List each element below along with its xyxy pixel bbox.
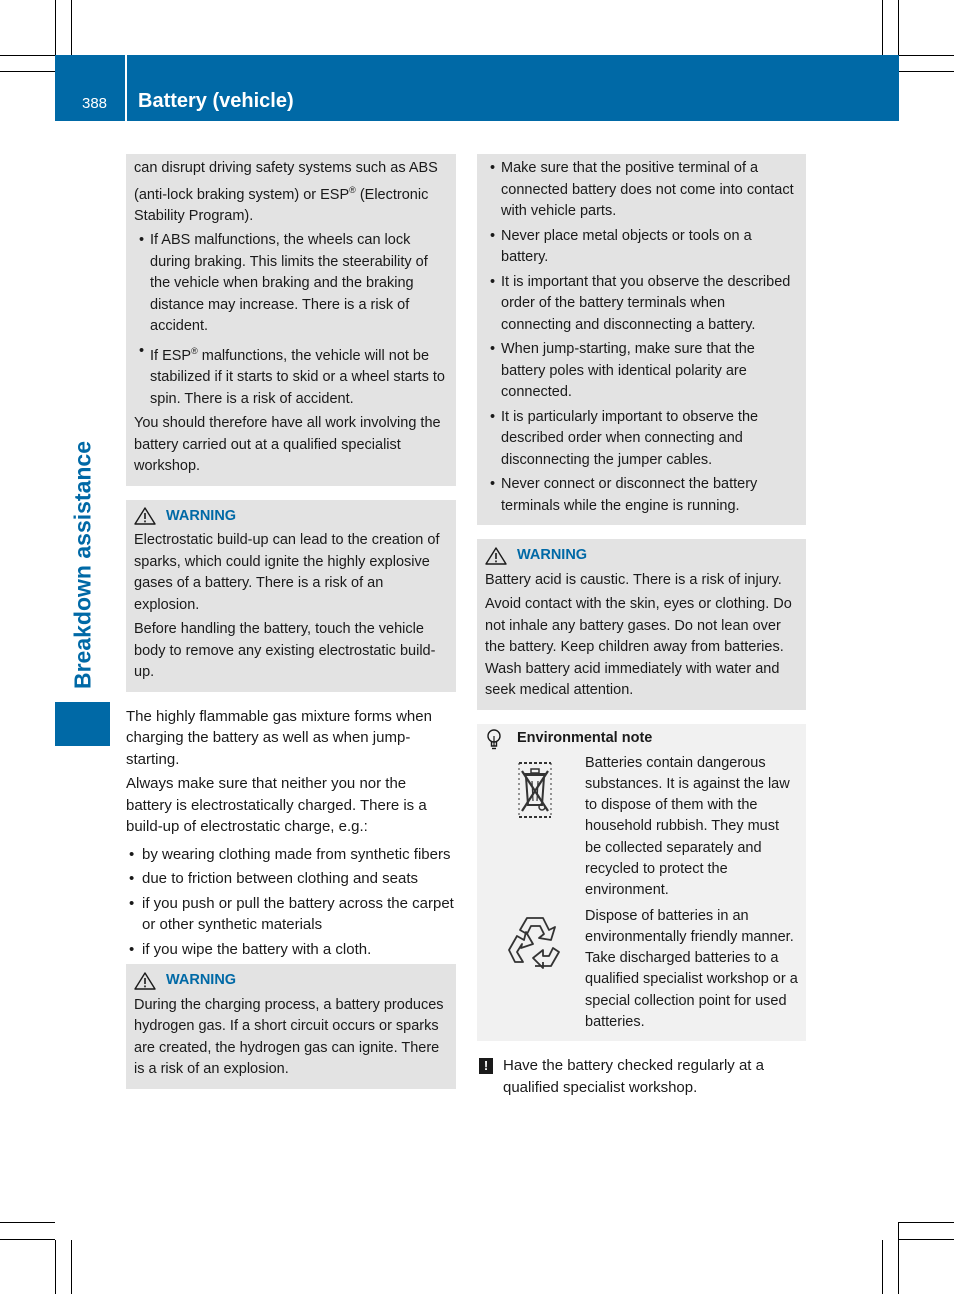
warning-text: Electrostatic build-up can lead to the creation of sparks, which could ignite the highly explosive gases of a battery. There is a risk of an explosion.: [134, 532, 440, 613]
section-title: Battery (vehicle): [138, 90, 294, 112]
intro-text: can disrupt driving safety systems such as ABS (anti-lock braking system) or ESP: [134, 160, 438, 203]
registered-mark: ®: [349, 184, 356, 195]
crop-mark: [899, 71, 954, 72]
note-text: Have the battery checked regularly at a qualified specialist workshop.: [503, 1057, 764, 1096]
list-item: • When jump-starting, make sure that the battery poles with identical polarity are connected.: [485, 339, 798, 404]
list-item: • It is important that you observe the described order of the battery terminals when connecting and disconnecting a battery.: [485, 272, 798, 337]
info-box-esp: [126, 154, 456, 486]
warning-text: Battery acid is caustic. There is a risk of injury.: [485, 571, 782, 588]
warning-box-acid: [477, 539, 806, 710]
crop-mark: [899, 1239, 954, 1240]
crop-mark: [898, 1222, 899, 1294]
warning-triangle-icon: [134, 972, 156, 990]
warning-title: WARNING: [517, 547, 588, 563]
left-column: [126, 154, 456, 1103]
list-item: • Make sure that the positive terminal of a connected battery does not come into contact with vehicle parts.: [485, 158, 798, 223]
warning-title: WARNING: [166, 972, 237, 989]
crop-mark: [882, 1240, 883, 1294]
info-box-list: [485, 158, 798, 517]
bullet-text: If ESP: [150, 347, 192, 364]
info-box-closing: You should therefore have all work involving the battery carried out at a qualified specialist workshop.: [134, 415, 441, 475]
warning-text: During the charging process, a battery produces hydrogen gas. If a short circuit occurs or sparks are created, the hydrogen gas can ignite. There is a risk of an explosion.: [134, 996, 444, 1078]
crossed-out-bin-icon: [508, 759, 562, 819]
list-item: • Never place metal objects or tools on a battery.: [485, 226, 798, 269]
crop-mark: [899, 55, 954, 56]
warning-box-hydrogen: [126, 964, 456, 1089]
list-item: • It is particularly important to observe the described order when connecting and disconnecting the jumper cables.: [485, 407, 798, 472]
crop-mark: [55, 1240, 56, 1294]
crossed-bin-icon-wrap: [485, 753, 585, 902]
environmental-note-text: Dispose of batteries in an environmentally friendly manner. Take discharged batteries to a qualified specialist workshop or a special collection point for used batteries.: [585, 907, 798, 1031]
note-item: [477, 1055, 806, 1098]
list-item: • by wearing clothing made from synthetic fibers: [126, 844, 456, 866]
warning-text: Avoid contact with the skin, eyes or clothing. Do not inhale any battery gases. Do not lean over the battery. Keep children away from batteries. Wash battery acid immediately with water and seek medical attention.: [485, 596, 792, 698]
crop-mark: [0, 55, 55, 56]
list-item: [134, 341, 448, 410]
crop-mark: [899, 1222, 954, 1223]
warning-heading: [134, 970, 448, 992]
environmental-note-heading: [485, 728, 798, 750]
crop-mark: [0, 1222, 55, 1223]
page-number: 388: [82, 95, 108, 112]
environmental-note-box: [477, 724, 806, 1042]
intro-text-end: (Electronic Stability Program).: [134, 186, 429, 224]
recycle-icon-wrap: [485, 906, 585, 1034]
warning-box-electrostatic: [126, 500, 456, 692]
environmental-note-title: Environmental note: [517, 729, 653, 746]
charge-causes-list: [126, 844, 456, 961]
page-header: [55, 55, 899, 121]
crop-mark: [71, 0, 72, 55]
list-item: • if you push or pull the battery across the carpet or other synthetic materials: [126, 893, 456, 936]
warning-triangle-icon: [485, 547, 507, 565]
crop-mark: [0, 71, 55, 72]
body-paragraph: Always make sure that neither you nor the battery is electrostatically charged. There is a build-up of electrostatic charge, e.g.:: [126, 775, 427, 836]
chapter-tab-marker: [55, 702, 110, 746]
list-item: • if you wipe the battery with a cloth.: [126, 939, 456, 961]
crop-mark: [882, 0, 883, 55]
info-box-terminals: [477, 154, 806, 525]
crop-mark: [71, 1240, 72, 1294]
bullet-text-end: malfunctions, the vehicle will not be stabilized if it starts to skid or a wheel starts to spin. There is a risk of accident.: [150, 347, 445, 407]
warning-text: Before handling the battery, touch the vehicle body to remove any existing electrostatic build-up.: [134, 621, 436, 681]
info-box-list: [134, 230, 448, 410]
info-box-intro: [134, 158, 448, 227]
warning-heading: [485, 545, 798, 567]
exclamation-icon: !: [479, 1058, 493, 1074]
crop-mark: [55, 0, 56, 55]
warning-triangle-icon: [134, 507, 156, 525]
light-bulb-icon: [485, 728, 503, 750]
chapter-side-label: Breakdown assistance: [69, 440, 96, 690]
body-paragraph: The highly flammable gas mixture forms when charging the battery as well as when jump-starting.: [126, 707, 432, 768]
crop-mark: [898, 0, 899, 55]
warning-heading: [134, 506, 448, 528]
recycle-icon: [505, 912, 565, 972]
env-row-disposal: [485, 753, 798, 902]
list-item: • If ABS malfunctions, the wheels can lock during braking. This limits the steerability of the vehicle when braking and the braking distance may increase. There is a risk of accident.: [134, 230, 448, 338]
environmental-note-text: Batteries contain dangerous substances. It is against the law to dispose of them with the household rubbish. They must be collected separately and recycled to protect the environment.: [585, 754, 790, 899]
warning-title: WARNING: [166, 507, 237, 524]
crop-mark: [0, 1239, 55, 1240]
registered-mark: ®: [191, 345, 198, 356]
header-divider: [125, 55, 127, 121]
list-item: • Never connect or disconnect the battery terminals while the engine is running.: [485, 474, 798, 517]
env-row-recycle: [485, 906, 798, 1034]
list-item: • due to friction between clothing and seats: [126, 868, 456, 890]
right-column: [477, 154, 806, 1098]
